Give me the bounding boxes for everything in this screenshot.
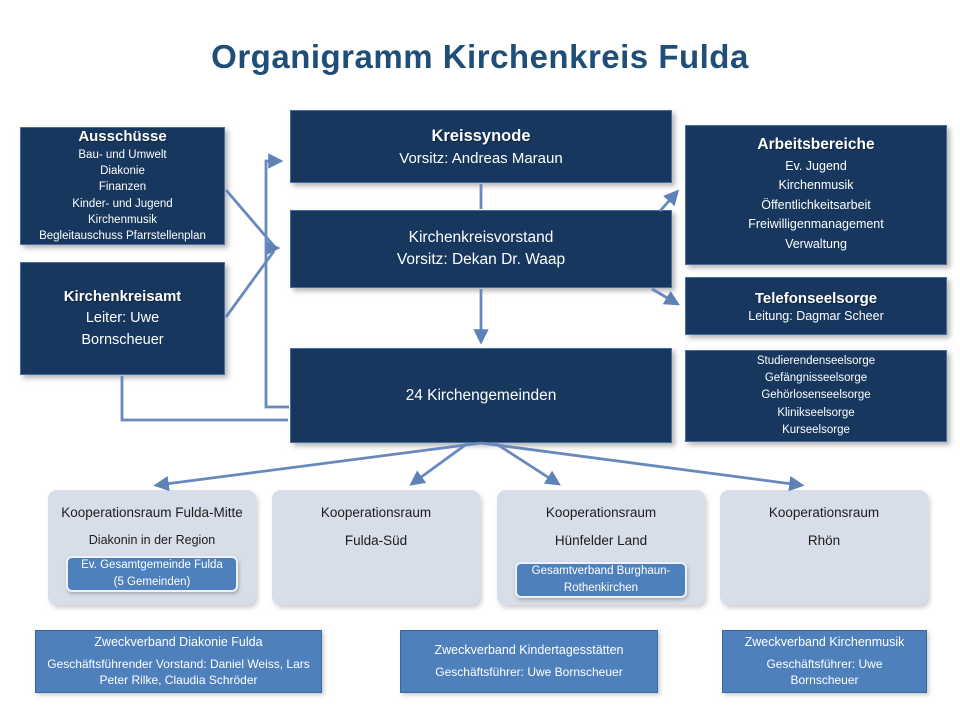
connector-kirchenkreisamt-gemeinden	[122, 376, 288, 420]
node-arbeitsbereiche	[685, 125, 947, 265]
node-line: Kooperationsraum Fulda-Mitte	[61, 505, 243, 520]
badge-line: (5 Gemeinden)	[113, 576, 191, 588]
node-heading: Arbeitsbereiche	[757, 136, 875, 154]
connector-gemeinden-koop3	[495, 443, 557, 483]
list-item: Gefängnisseelsorge	[764, 372, 868, 385]
list-item: Klinikseelsorge	[777, 406, 855, 419]
node-line: Bornscheuer	[81, 331, 164, 348]
node-zweckverband-diakonie	[35, 630, 322, 693]
node-kirchengemeinden	[290, 348, 672, 443]
list-item: Begleitauschuss Pfarrstellenplan	[39, 229, 206, 242]
node-line: Fulda-Süd	[344, 533, 408, 549]
node-heading: Zweckverband Diakonie Fulda	[94, 634, 263, 649]
list-item: Kinder- und Jugend	[72, 197, 173, 210]
node-subtitle: Vorsitz: Andreas Maraun	[399, 149, 563, 167]
node-kooperationsraum-fulda-sued	[272, 490, 480, 605]
connector-gemeinden-koop2	[413, 443, 468, 483]
badge-line: Gesamtverband Burghaun-Rothenkirchen	[531, 565, 671, 594]
connector-gemeinden-koop4	[481, 443, 800, 485]
list-item: Studierendenseelsorge	[756, 354, 876, 367]
list-item: Verwaltung	[785, 236, 847, 251]
list-item: Öffentlichkeitsarbeit	[761, 197, 871, 212]
node-line: Kirchenkreisvorstand	[408, 228, 554, 246]
node-line: Kooperationsraum	[768, 505, 880, 520]
list-item: Freiwilligenmanagement	[748, 217, 884, 232]
connector-ausschuesse-vorstand	[226, 190, 274, 246]
list-item: Kurseelsorge	[782, 423, 850, 436]
node-zweckverband-kirchenmusik	[722, 630, 927, 693]
node-telefonseelsorge	[685, 277, 947, 335]
connector-gemeinden-kreissynode	[266, 161, 289, 407]
node-heading: Kirchenkreisamt	[63, 287, 182, 305]
node-kooperationsraum-rhoen	[720, 490, 928, 605]
connector-kirchenkreisamt-vorstand	[226, 251, 274, 317]
node-kirchenkreisamt	[20, 262, 225, 375]
connector-vorstand-arbeitsbereiche	[660, 193, 676, 211]
list-item: Ev. Jugend	[785, 159, 847, 174]
node-heading: Zweckverband Kindertagesstätten	[434, 642, 624, 657]
node-body: Geschäftsführer: Uwe Bornscheuer	[766, 656, 883, 687]
connector-vorstand-telefonseelsorge	[652, 289, 676, 303]
list-item: Kirchenmusik	[778, 178, 854, 193]
node-line: Hünfelder Land	[554, 533, 648, 549]
node-ausschuesse	[20, 127, 225, 245]
node-kirchenkreisvorstand	[290, 210, 672, 288]
node-line: Kooperationsraum	[545, 505, 657, 520]
node-line: Kooperationsraum	[320, 505, 432, 520]
node-kooperationsraum-fulda-mitte	[48, 490, 256, 605]
badge-line: Ev. Gesamtgemeinde Fulda	[81, 559, 223, 572]
node-kreissynode	[290, 110, 672, 183]
badge-gesamtgemeinde-fulda	[66, 556, 238, 592]
list-item: Finanzen	[98, 181, 147, 194]
node-body: Geschäftsführer: Uwe Bornscheuer	[435, 664, 623, 679]
node-seelsorge-liste	[685, 350, 947, 442]
node-line: 24 Kirchengemeinden	[405, 386, 557, 404]
list-item: Diakonie	[100, 165, 145, 178]
list-item: Bau- und Umwelt	[78, 149, 167, 162]
list-item: Gehörlosenseelsorge	[761, 389, 871, 402]
node-heading: Zweckverband Kirchenmusik	[744, 634, 905, 649]
node-heading: Kreissynode	[431, 126, 531, 145]
node-line: Leiter: Uwe	[85, 310, 160, 326]
node-zweckverband-kindertagesstaetten	[400, 630, 658, 693]
list-item: Kirchenmusik	[87, 213, 158, 226]
page-title: Organigramm Kirchenkreis Fulda	[211, 38, 749, 75]
node-heading: Ausschüsse	[78, 128, 167, 146]
node-line: Vorsitz: Dekan Dr. Waap	[396, 251, 566, 268]
badge-gesamtverband-burghaun	[515, 562, 687, 598]
node-heading: Telefonseelsorge	[754, 289, 878, 307]
node-body: Geschäftsführender Vorstand: Daniel Weiss, Lars Peter Rilke, Claudia Schröder	[47, 656, 310, 687]
node-kooperationsraum-huenfelder-land	[497, 490, 705, 605]
connector-gemeinden-koop1	[158, 443, 481, 485]
node-line: Rhön	[807, 533, 841, 549]
node-line: Diakonin in der Region	[88, 533, 216, 548]
node-subtitle: Leitung: Dagmar Scheer	[748, 308, 884, 323]
